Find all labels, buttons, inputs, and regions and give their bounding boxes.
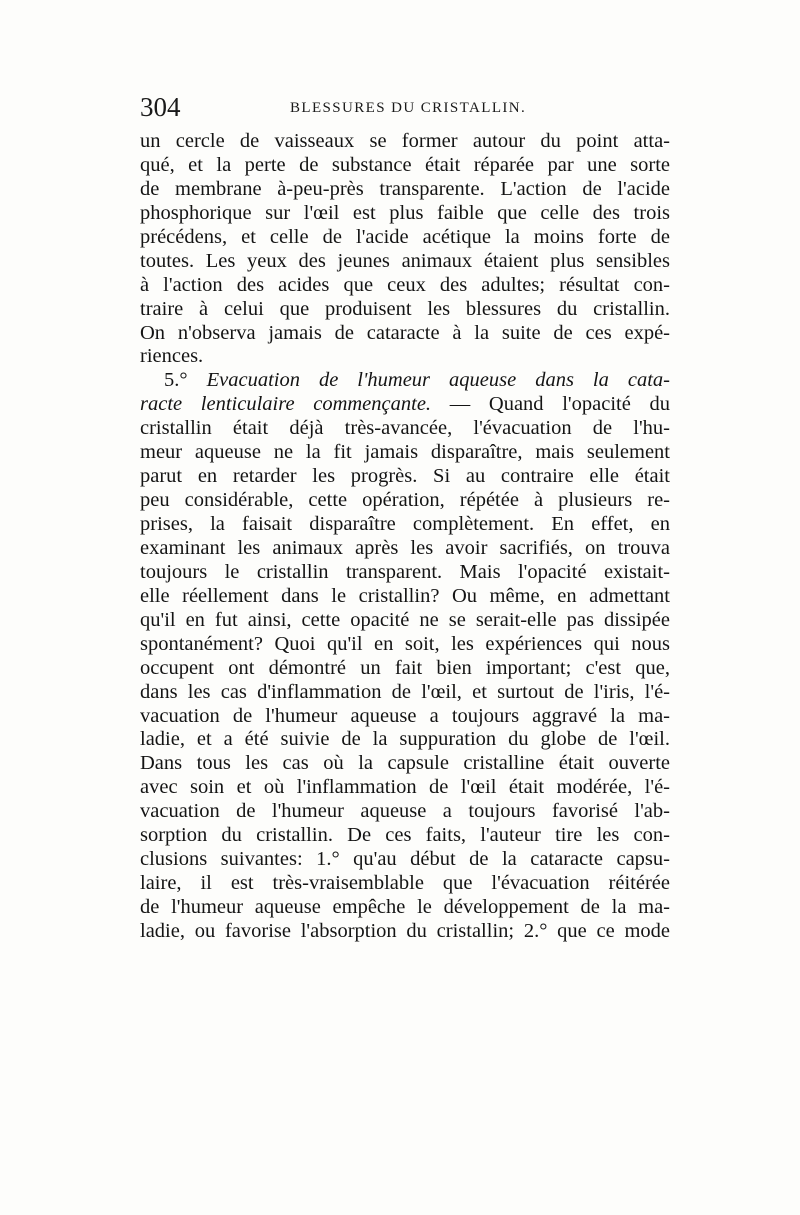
text-line: de l'humeur aqueuse empêche le développement de la ma- [140,896,670,918]
section-heading-line [140,393,670,417]
text-line: prises, la faisait disparaître complètement. En effet, en [140,513,670,535]
text-line: vacuation de l'humeur aqueuse a toujours favorisé l'ab- [140,800,670,823]
text-line: à l'action des acides que ceux des adultes; résultat con- [140,273,670,296]
text-line: riences. [140,345,204,368]
text-line: On n'observa jamais de cataracte à la suite de ces expé- [140,321,670,344]
text-line: qu'il en fut ainsi, cette opacité ne se serait-elle pas dissipée [140,608,670,631]
text-line: avec soin et où l'inflammation de l'œil était modérée, l'é- [140,776,670,799]
text-line: laire, il est très-vraisemblable que l'évacuation réitérée [140,872,670,895]
text-line: de membrane à-peu-près transparente. L'action de l'acide [140,177,670,200]
text-line: traire à celui que produisent les blessures du cristallin. [140,297,670,320]
text-line: dans les cas d'inflammation de l'œil, et surtout de l'iris, l'é- [140,680,670,703]
text-line: qué, et la perte de substance était réparée par une sorte [140,153,670,176]
text-line: parut en retarder les progrès. Si au contraire elle était [140,465,670,488]
running-head: BLESSURES DU CRISTALLIN. [290,100,527,116]
text-line: toujours le cristallin transparent. Mais l'opacité existait- [140,560,670,583]
text-line: elle réellement dans le cristallin? Ou même, en admettant [140,584,670,607]
text-line: phosphorique sur l'œil est plus faible que celle des trois [140,201,670,224]
page-header [140,92,670,122]
text-line: vacuation de l'humeur aqueuse a toujours aggravé la ma- [140,704,670,727]
section-number: 5.° [164,369,188,392]
text-line: occupent ont démontré un fait bien important; c'est que, [140,656,670,679]
text-line: sorption du cristallin. De ces faits, l'auteur tire les con- [140,824,670,847]
page-number: 304 [140,92,181,122]
text-line: précédens, et celle de l'acide acétique la moins forte de [140,225,670,248]
text-line: cristallin était déjà très-avancée, l'évacuation de l'hu- [140,417,670,440]
section-title-cont: racte lenticulaire commençante. [140,393,432,416]
text-line: ladie, et a été suivie de la suppuration du globe de l'œil. [140,728,670,751]
body-text [140,130,670,944]
text-line: meur aqueuse ne la fit jamais disparaître, mais seulement [140,441,670,464]
text-line: peu considérable, cette opération, répétée à plusieurs re- [140,489,670,512]
text-line: ladie, ou favorise l'absorption du cristallin; 2.° que ce mode [140,919,670,942]
text-line: spontanément? Quoi qu'il en soit, les expériences qui nous [140,632,670,655]
text-line: clusions suivantes: 1.° qu'au début de la cataracte capsu- [140,848,670,871]
section-title: Evacuation de l'humeur aqueuse dans la cata- [206,369,670,392]
text-line: Dans tous les cas où la capsule cristalline était ouverte [140,752,670,775]
text-line: toutes. Les yeux des jeunes animaux étaient plus sensibles [140,249,670,272]
section-text-start: — Quand l'opacité du [431,393,670,416]
text-line: un cercle de vaisseaux se former autour du point atta- [140,130,670,152]
text-line: examinant les animaux après les avoir sacrifiés, on trouva [140,536,670,559]
section-heading-line [140,369,670,393]
